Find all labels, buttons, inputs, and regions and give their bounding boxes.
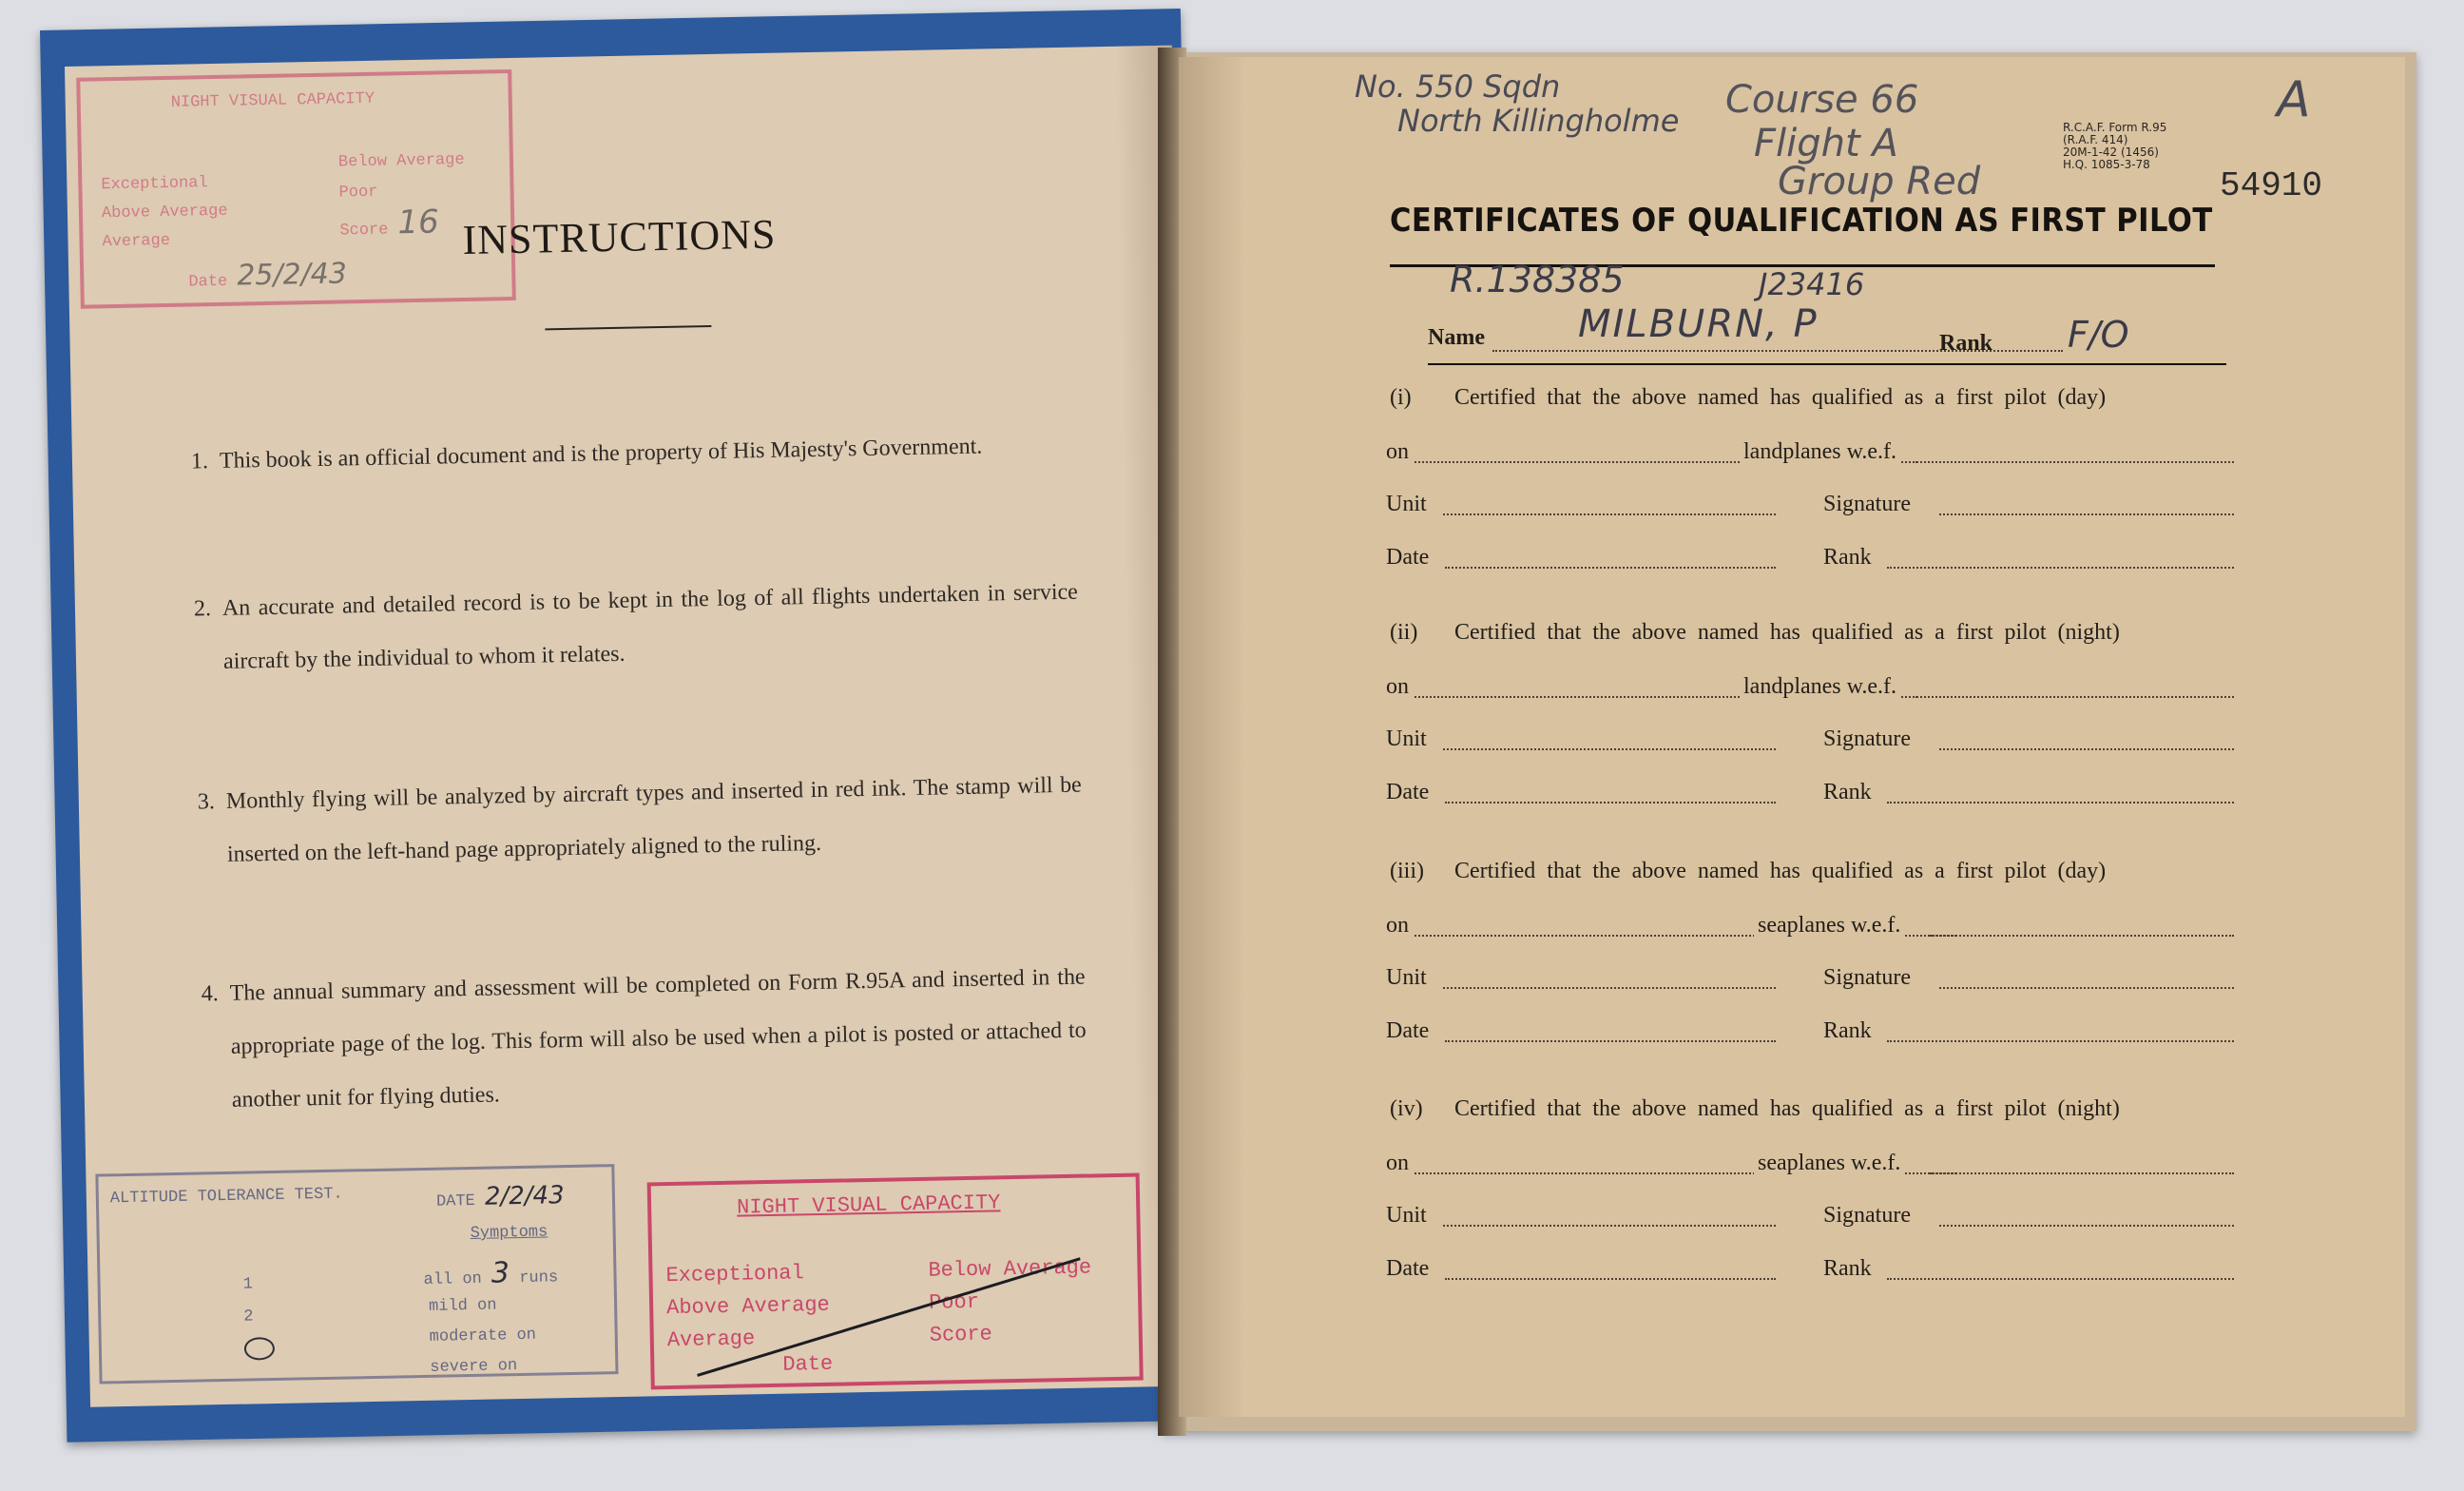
- date-label: Date: [188, 272, 228, 292]
- strike-line: [651, 1177, 1140, 1386]
- unit-line[interactable]: [1443, 748, 1776, 750]
- altitude-value: 1: [242, 1275, 254, 1294]
- instruction-number: 3.: [197, 789, 216, 815]
- name-value: MILBURN, P: [1578, 302, 1819, 346]
- handwritten-group: Group Red: [1778, 160, 1981, 203]
- altitude-date: [436, 1181, 565, 1212]
- altitude-value: 2: [243, 1307, 254, 1326]
- wef-date-line[interactable]: [1915, 461, 2234, 463]
- unit-label: Unit: [1386, 965, 1427, 990]
- instruction-number: 1.: [190, 449, 209, 474]
- symptom-rows: [429, 1290, 537, 1384]
- rank-value: F/O: [2068, 314, 2129, 356]
- left-page: [65, 46, 1198, 1407]
- option-above-average: Above Average: [665, 1292, 831, 1321]
- symptom-mild: mild on: [428, 1296, 497, 1316]
- stamp-title: NIGHT VISUAL CAPACITY: [736, 1191, 1001, 1220]
- option-below-average: Below Average: [928, 1255, 1092, 1283]
- symptom-moderate: moderate on: [429, 1326, 537, 1346]
- certificate-statement: Certified that the above named has qualified as a first pilot (night): [1454, 620, 2120, 645]
- wef-date-line[interactable]: [1930, 1172, 2234, 1174]
- handwritten-flight: Flight A: [1754, 122, 1898, 165]
- handwritten-squadron: No. 550 Sqdn: [1355, 68, 1561, 105]
- unit-label: Unit: [1386, 726, 1427, 751]
- altitude-title: ALTITUDE TOLERANCE TEST.: [109, 1185, 343, 1209]
- unit-line[interactable]: [1443, 513, 1776, 515]
- signature-label: Signature: [1823, 492, 1911, 516]
- instruction-text: An accurate and detailed record is to be kept in the log of all flights undertaken in service aircraft by the individual to whom it relates.: [221, 579, 1079, 674]
- certificate-statement: Certified that the above named has qualified as a first pilot (night): [1454, 1096, 2120, 1121]
- aircraft-type-label: seaplanes w.e.f.: [1754, 1151, 1904, 1176]
- title-rule: [545, 325, 711, 330]
- rank-line[interactable]: [1887, 1040, 2234, 1042]
- signature-label: Signature: [1823, 1203, 1911, 1228]
- option-above-average: Above Average: [101, 202, 228, 223]
- service-number: R.138385: [1450, 259, 1625, 300]
- rank-label: Rank: [1939, 331, 1993, 356]
- aircraft-type-label: landplanes w.e.f.: [1740, 674, 1900, 700]
- rank-label: Rank: [1823, 780, 1872, 804]
- altitude-tolerance-stamp: [95, 1164, 618, 1384]
- unit-label: Unit: [1386, 1203, 1427, 1228]
- instruction-text: Monthly flying will be analyzed by aircraft types and inserted in red ink. The stamp will be inserted on the left-hand page appropriately aligned to the ruling.: [225, 772, 1082, 867]
- date-line[interactable]: [1445, 567, 1776, 569]
- form-ref-line: R.C.A.F. Form R.95: [2063, 121, 2167, 134]
- on-label: on: [1386, 674, 1409, 699]
- instruction-4: [201, 951, 1088, 1127]
- instruction-3: [197, 759, 1083, 881]
- all-on-row: [423, 1255, 558, 1291]
- rank-line[interactable]: [1887, 1278, 2234, 1280]
- unit-line[interactable]: [1443, 987, 1776, 989]
- option-below-average: Below Average: [337, 150, 465, 172]
- date-label: Date: [1386, 545, 1430, 570]
- on-label: on: [1386, 913, 1409, 938]
- option-exceptional: Exceptional: [665, 1261, 804, 1288]
- night-visual-stamp-top: [76, 69, 516, 309]
- option-exceptional: Exceptional: [101, 174, 208, 195]
- right-page: [1179, 57, 2405, 1417]
- rank-label: Rank: [1823, 1018, 1872, 1043]
- date-label: Date: [1386, 1018, 1430, 1043]
- instruction-1: [190, 418, 1075, 488]
- symptoms-label: Symptoms: [470, 1223, 549, 1244]
- certificate-statement: Certified that the above named has qualified as a first pilot (day): [1454, 385, 2107, 410]
- signature-line[interactable]: [1939, 987, 2234, 989]
- certificate-statement: Certified that the above named has qualified as a first pilot (day): [1454, 859, 2107, 883]
- option-poor: Poor: [338, 183, 378, 203]
- unit-line[interactable]: [1443, 1225, 1776, 1227]
- date-line[interactable]: [1445, 1040, 1776, 1042]
- all-on-value: 3: [491, 1256, 510, 1290]
- night-visual-stamp-bottom: [647, 1173, 1144, 1390]
- aircraft-type-label: landplanes w.e.f.: [1740, 439, 1900, 465]
- symptom-severe: severe on: [430, 1357, 518, 1377]
- form-ref-line: (R.A.F. 414): [2063, 133, 2128, 146]
- form-ref-line: H.Q. 1085-3-78: [2063, 158, 2150, 171]
- wef-date-line[interactable]: [1915, 696, 2234, 698]
- on-label: on: [1386, 439, 1409, 464]
- signature-label: Signature: [1823, 965, 1911, 990]
- aircraft-type-label: seaplanes w.e.f.: [1754, 913, 1904, 939]
- runs-label: runs: [519, 1268, 559, 1288]
- serial-number: 54910: [2220, 166, 2323, 205]
- altitude-date-value: 2/2/43: [484, 1181, 565, 1211]
- form-reference: [2063, 122, 2166, 171]
- option-poor: Poor: [928, 1289, 980, 1315]
- unit-label: Unit: [1386, 492, 1427, 516]
- stamp-right-options: [338, 145, 467, 247]
- signature-line[interactable]: [1939, 513, 2234, 515]
- officer-number: J23416: [1759, 266, 1865, 302]
- instruction-number: 4.: [201, 981, 219, 1007]
- stamp-left-options: [101, 169, 228, 258]
- date-label: Date: [1386, 1256, 1430, 1281]
- date-label: Date: [782, 1351, 834, 1377]
- certificate-number: (iv): [1390, 1096, 1423, 1121]
- certificate-number: (i): [1390, 385, 1412, 410]
- stamp-title: NIGHT VISUAL CAPACITY: [170, 89, 375, 112]
- all-on-label: all on: [423, 1269, 482, 1289]
- handwritten-corner-letter: A: [2277, 71, 2311, 128]
- signature-label: Signature: [1823, 726, 1911, 751]
- certificate-number: (iii): [1390, 859, 1424, 883]
- altitude-date-label: DATE: [435, 1191, 475, 1211]
- score-value: 16: [397, 203, 440, 242]
- rank-label: Rank: [1823, 1256, 1872, 1281]
- page-title: INSTRUCTIONS: [462, 210, 777, 263]
- instruction-2: [193, 566, 1079, 688]
- option-average: Average: [102, 231, 171, 252]
- signature-line[interactable]: [1939, 748, 2234, 750]
- certificate-title: CERTIFICATES OF QUALIFICATION AS FIRST PILOT: [1390, 202, 2213, 240]
- stamp-date: [188, 257, 347, 293]
- instruction-text: This book is an official document and is the property of His Majesty's Government.: [219, 434, 983, 474]
- score-label: Score: [929, 1322, 993, 1347]
- name-rank-rule: [1428, 363, 2226, 365]
- form-ref-line: 20M-1-42 (1456): [2063, 145, 2159, 159]
- instruction-number: 2.: [193, 596, 212, 622]
- handwritten-course: Course 66: [1725, 78, 1919, 122]
- date-label: Date: [1386, 780, 1430, 804]
- wef-date-line[interactable]: [1930, 935, 2234, 937]
- instruction-text: The annual summary and assessment will be completed on Form R.95A and inserted in the appropriate page of the log. This form will also be used when a pilot is posted or attached to another unit for flying duties.: [229, 964, 1087, 1113]
- handwritten-station: North Killingholme: [1397, 103, 1680, 139]
- name-label: Name: [1428, 325, 1485, 350]
- rank-line[interactable]: [1887, 802, 2234, 804]
- signature-line[interactable]: [1939, 1225, 2234, 1227]
- date-line[interactable]: [1445, 802, 1776, 804]
- option-average: Average: [666, 1326, 756, 1353]
- rank-label: Rank: [1823, 545, 1872, 570]
- rank-line[interactable]: [1887, 567, 2234, 569]
- score-label: Score: [339, 221, 389, 241]
- on-label: on: [1386, 1151, 1409, 1175]
- circle-mark: [244, 1337, 275, 1361]
- date-line[interactable]: [1445, 1278, 1776, 1280]
- date-value: 25/2/43: [236, 257, 348, 293]
- certificate-number: (ii): [1390, 620, 1418, 645]
- altitude-left-values: [242, 1268, 254, 1333]
